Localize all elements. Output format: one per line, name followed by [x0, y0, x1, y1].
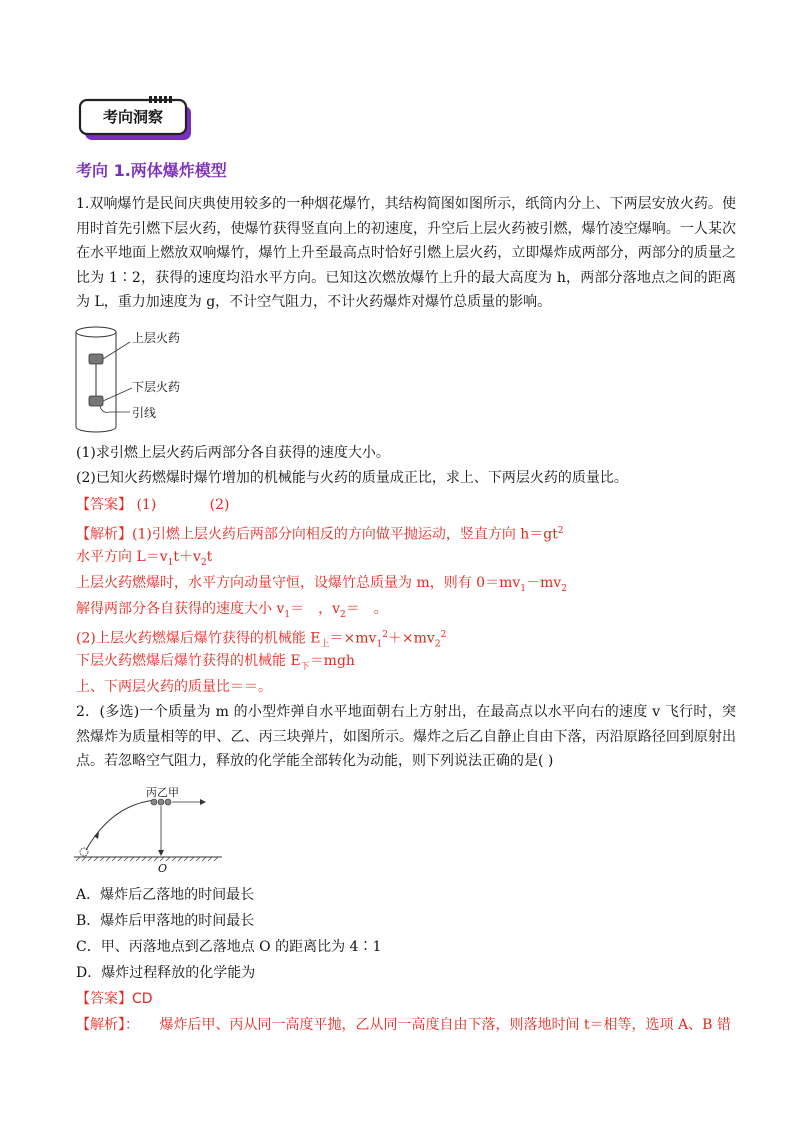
label-o: O: [158, 862, 168, 875]
q1-analysis-line-4: 解得两部分各自获得的速度大小 $v_1=$ ，$v_2=$ 。: [76, 601, 388, 620]
q1-analysis-line-1: 【解析】(1)引燃上层火药后两部分向相反的方向做平抛运动，竖直方向 $h=gt^2$: [76, 526, 564, 543]
badge-text: 考向洞察: [102, 108, 163, 126]
option-c: C．甲、丙落地点到乙落地点 O 的距离比为 4∶1: [76, 939, 382, 955]
q1-analysis-line-7: 上、下两层火药的质量比＝＝。: [76, 679, 272, 695]
bomb-trajectory-diagram-icon: [72, 798, 232, 878]
q1-analysis-line-5: (2)上层火药燃爆后爆竹获得的机械能 $E_上=\times mv_1^2+\times mv_2^2$: [76, 630, 447, 650]
section-badge: [76, 96, 194, 142]
analysis-text-5: (2)上层火药燃爆后爆竹获得的机械能 E: [76, 630, 321, 647]
answer-label: 【答案】: [76, 497, 132, 513]
analysis-text-3: 上层火药燃爆时，水平方向动量守恒，设爆竹总质量为 m，则有 0＝mv: [76, 575, 521, 591]
q1-paragraph: 1.双响爆竹是民间庆典使用较多的一种烟花爆竹，其结构简图如图所示，纸筒内分上、下两层安放火药。使用时首先引燃下层火药，使爆竹获得竖直向上的初速度，升空后上层火药被引燃，爆竹凌空爆响。一人某次在水平地面上燃放双响爆竹，爆竹上升至最高点时恰好引燃上层火药，立即爆炸成两部分，两部分的质量之比为 1∶2，获得的速度均沿水平方向。已知这次燃放爆竹上升的最大高度为 h，两部分落地点之间的距离为 L，重力加速度为 g，不计空气阻力，不计火药爆炸对爆竹总质量的影响。: [76, 196, 736, 311]
q1-sub2: (2)已知火药燃爆时爆竹增加的机械能与火药的质量成正比，求上、下两层火药的质量比。: [76, 470, 628, 486]
analysis-text-6: 下层火药燃爆后爆竹获得的机械能 E: [76, 653, 301, 669]
option-d: D．爆炸过程释放的化学能为: [76, 965, 256, 981]
analysis-text-1: (1)引燃上层火药后两部分向相反的方向做平抛运动，竖直方向 h＝gt: [132, 526, 558, 543]
q2-analysis: [76, 1014, 731, 1036]
q1-answer: [76, 494, 230, 516]
q2-analysis-text: 爆炸后甲、丙从同一高度平抛，乙从同一高度自由下落，则落地时间 t＝相等，选项 A、B 错: [159, 1017, 731, 1033]
option-a: A．爆炸后乙落地的时间最长: [76, 887, 255, 903]
analysis-text-2: 水平方向 L＝v: [76, 549, 168, 565]
q1-analysis-line-2: 水平方向 $L=v_1t+v_2t$: [76, 549, 213, 568]
label-top-powder: 上层火药: [132, 331, 181, 345]
firecracker-figure: [70, 322, 220, 440]
label-bottom-powder: 下层火药: [132, 380, 181, 394]
section-title: 考向 1.两体爆炸模型: [76, 161, 227, 180]
bomb-figure: [72, 786, 232, 878]
analysis-label: 【解析】: [76, 526, 132, 543]
q1-sub1: (1)求引燃上层火药后两部分各自获得的速度大小。: [76, 445, 390, 461]
label-fragments: 丙乙甲: [146, 786, 179, 799]
q1-analysis-line-6: 下层火药燃爆后爆竹获得的机械能 $E_下=mgh$: [76, 653, 355, 672]
answer-text: (1) (2): [136, 497, 230, 513]
q2-answer: 【答案】CD: [76, 991, 153, 1007]
q2-paragraph: 2．(多选)一个质量为 m 的小型炸弹自水平地面朝右上方射出，在最高点以水平向右的速度 v 飞行时，突然爆炸为质量相等的甲、乙、丙三块弹片，如图所示。爆炸之后乙自静止自由下落，丙沿原路径回到原射出点。若忽略空气阻力，释放的化学能全部转化为动能，则下列说法正确的是( ): [76, 704, 736, 770]
option-b: B．爆炸后甲落地的时间最长: [76, 913, 255, 929]
q2-analysis-label: 【解析】：: [76, 1017, 139, 1033]
label-fuse: 引线: [132, 406, 157, 420]
q1-analysis-line-3: 上层火药燃爆时，水平方向动量守恒，设爆竹总质量为 m，则有 $0=mv_1-mv_2$: [76, 575, 567, 594]
analysis-text-4: 解得两部分各自获得的速度大小 v: [76, 601, 285, 617]
